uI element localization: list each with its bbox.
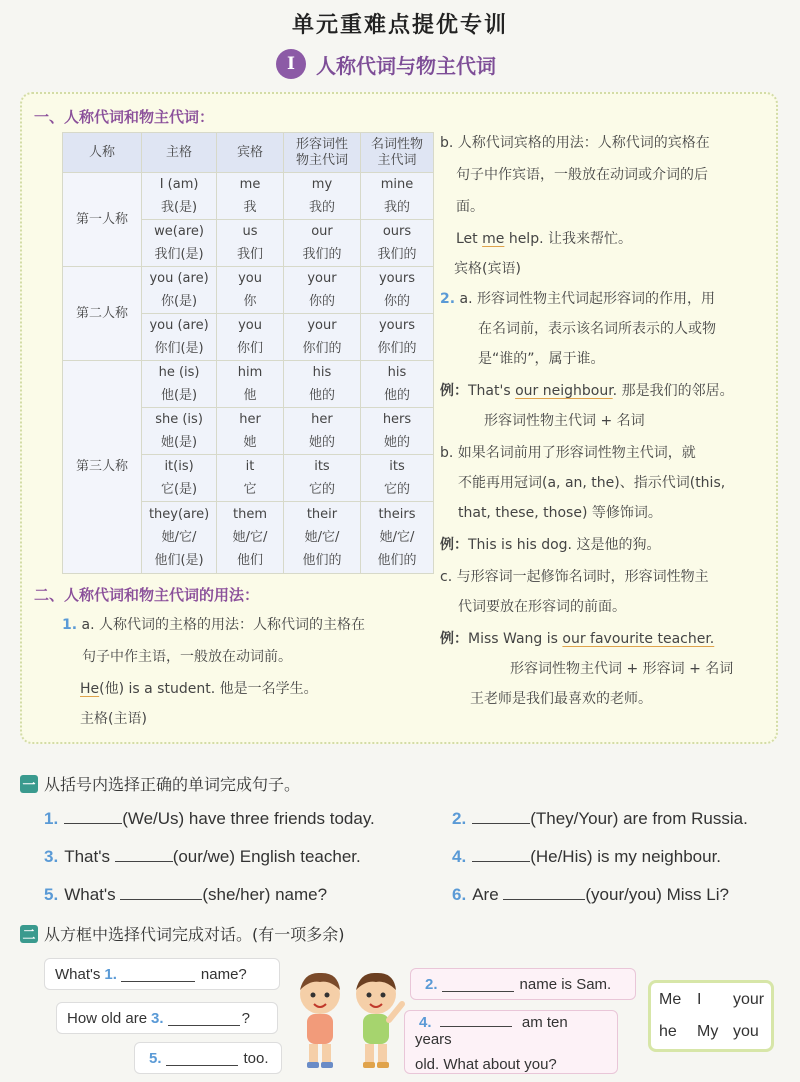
question-text: (He/His) is my neighbour. [530, 847, 722, 866]
bubble-text-line2: old. What about you? [415, 1056, 557, 1073]
table-cell: he (is) 他(是) [142, 361, 217, 408]
table-cell: you 你们 [217, 314, 284, 361]
exercise2-heading [20, 922, 345, 945]
section1-heading: 一、人称代词和物主代词： [34, 108, 215, 126]
bubble-text: What's [55, 965, 101, 983]
table-cell: yours 你的 [360, 267, 433, 314]
usage-1b-line3: 面。 [456, 199, 484, 215]
table-header-cell: 形容词性 物主代词 [283, 133, 360, 173]
usage-2a-line1 [440, 284, 715, 314]
question-text: (your/you) Miss Li? [585, 885, 729, 904]
exercise-question [44, 846, 361, 867]
table-row [63, 267, 434, 314]
table-row [63, 361, 434, 408]
dialog-bubble-3 [56, 1002, 278, 1034]
question-number: 2. [452, 809, 467, 828]
answer-blank[interactable] [166, 1050, 238, 1066]
table-cell: hers 她的 [360, 408, 433, 455]
blank-number: 4. [419, 1014, 432, 1031]
example-3-translation: 王老师是我们最喜欢的老师。 [470, 691, 652, 707]
table-cell: your 你们的 [283, 314, 360, 361]
usage-1a-line1 [62, 610, 365, 640]
table-cell: us 我们 [217, 220, 284, 267]
knowledge-box [20, 92, 778, 744]
exercise-icon: 一 [20, 775, 38, 793]
table-cell: them 她/它/ 他们 [217, 502, 284, 574]
table-cell: we(are) 我们(是) [142, 220, 217, 267]
question-number: 1. [44, 809, 59, 828]
blank-number: 3. [151, 1009, 164, 1027]
table-cell: her 她的 [283, 408, 360, 455]
table-cell: their 她/它/ 他们的 [283, 502, 360, 574]
question-number: 5. [44, 885, 59, 904]
example-label: 例： [440, 631, 468, 647]
example-3-note: 形容词性物主代词 + 形容词 + 名词 [510, 661, 734, 677]
pronoun-table [62, 132, 434, 574]
table-cell: his 他的 [360, 361, 433, 408]
table-cell: your 你的 [283, 267, 360, 314]
answer-blank[interactable] [503, 884, 585, 900]
example-word: me [482, 231, 505, 247]
question-text: (she/her) name? [202, 885, 328, 904]
word-option: your [733, 991, 765, 1008]
page-title: 单元重难点提优专训 [291, 13, 508, 38]
usage-1-example [80, 674, 318, 704]
usage-1a-line2: 句子中作主语，一般放在动词前。 [82, 649, 292, 665]
answer-blank[interactable] [472, 846, 530, 862]
dialog-bubble-1 [44, 958, 280, 990]
exercise-question [452, 808, 748, 829]
question-text: (We/Us) have three friends today. [122, 809, 375, 828]
example-rest: (他) is a student. 他是一名学生。 [99, 681, 318, 697]
example-1-note: 形容词性物主代词 + 名词 [484, 413, 645, 429]
question-text: (They/Your) are from Russia. [530, 809, 748, 828]
exercise-question [452, 884, 729, 905]
answer-blank[interactable] [64, 808, 122, 824]
table-header-cell: 名词性物 主代词 [360, 133, 433, 173]
table-cell: his 他的 [283, 361, 360, 408]
table-cell: its 它的 [283, 455, 360, 502]
answer-blank[interactable] [168, 1010, 240, 1026]
table-header-cell: 宾格 [217, 133, 284, 173]
usage-2a-line2: 在名词前，表示该名词所表示的人或物 [478, 321, 716, 337]
example-1 [440, 376, 734, 406]
question-number: 4. [452, 847, 467, 866]
item-number: 1. [62, 617, 78, 633]
question-text: Are [472, 885, 504, 904]
table-cell: mine 我的 [360, 173, 433, 220]
exercise-icon: 二 [20, 925, 38, 943]
table-cell: I (am) 我(是) [142, 173, 217, 220]
section2-heading: 二、人称代词和物主代词的用法： [34, 586, 260, 604]
table-cell: you (are) 你们(是) [142, 314, 217, 361]
blank-number: 5. [149, 1049, 162, 1067]
table-cell: my 我的 [283, 173, 360, 220]
bubble-text: name is Sam. [519, 975, 612, 993]
table-header-cell: 人称 [63, 133, 142, 173]
table-cell: yours 你们的 [360, 314, 433, 361]
usage-2c-line1: c. 与形容词一起修饰名词时，形容词性物主 [440, 569, 709, 585]
dialog-bubble-5 [134, 1042, 282, 1074]
word-option: I [697, 991, 702, 1008]
question-text: (our/we) English teacher. [172, 847, 361, 866]
bubble-text: name? [200, 965, 247, 983]
table-row [63, 173, 434, 220]
item-number: 2. [440, 291, 456, 307]
table-cell: theirs 她/它/ 他们的 [360, 502, 433, 574]
subtitle-text: 人称代词与物主代词 [316, 53, 496, 78]
question-number: 3. [44, 847, 59, 866]
dialog-bubble-4 [404, 1010, 618, 1074]
boy-left-icon [300, 973, 340, 1068]
example-label: 例： [440, 537, 468, 553]
exercise-question [44, 884, 327, 905]
table-cell: she (is) 她(是) [142, 408, 217, 455]
bubble-text: ? [241, 1009, 250, 1027]
question-number: 6. [452, 885, 467, 904]
dialog-bubble-2 [410, 968, 636, 1000]
word-option: Me [659, 991, 682, 1008]
person-label: 第三人称 [63, 361, 142, 574]
roman-numeral-badge: I [276, 49, 306, 79]
word-option: he [659, 1023, 677, 1040]
usage-2c-line2: 代词要放在形容词的前面。 [458, 599, 626, 615]
exercise-question [44, 808, 375, 829]
usage-2a-text: a. 形容词性物主代词起形容词的作用，用 [459, 291, 715, 307]
answer-blank[interactable] [440, 1011, 512, 1027]
table-cell: you (are) 你(是) [142, 267, 217, 314]
table-cell: her 她 [217, 408, 284, 455]
table-cell: it 它 [217, 455, 284, 502]
exercise1-title: 从括号内选择正确的单词完成句子。 [44, 775, 301, 794]
example-text: This is his dog. 这是他的狗。 [468, 537, 661, 553]
exercise1-heading [20, 772, 300, 795]
example-pre: That's [468, 383, 516, 399]
example-word: He [80, 681, 100, 697]
person-label: 第一人称 [63, 173, 142, 267]
table-cell: him 他 [217, 361, 284, 408]
word-option: you [733, 1023, 759, 1040]
blank-number: 2. [425, 975, 438, 993]
usage-1a-text: a. 人称代词的主格的用法：人称代词的主格在 [81, 617, 365, 633]
usage-1b-example [456, 224, 632, 254]
bubble-text: How old are [67, 1009, 148, 1027]
usage-2b-line2: 不能再用冠词(a, an, the)、指示代词(this, [458, 475, 726, 491]
example-2 [440, 530, 660, 560]
word-option: My [697, 1023, 719, 1040]
table-cell: me 我 [217, 173, 284, 220]
example-post: . 那是我们的邻居。 [612, 383, 734, 399]
section-subtitle [276, 48, 496, 80]
example-pre: Miss Wang is [468, 631, 563, 647]
bubble-text: am ten years [415, 1014, 568, 1048]
boy-right-icon [356, 973, 402, 1068]
usage-1-note: 主格(主语) [80, 711, 147, 727]
table-cell: ours 我们的 [360, 220, 433, 267]
answer-blank[interactable] [121, 966, 195, 982]
table-cell: its 它的 [360, 455, 433, 502]
usage-1b-line1: b. 人称代词宾格的用法：人称代词的宾格在 [440, 135, 710, 151]
usage-1b-line2: 句子中作宾语，一般放在动词或介词的后 [456, 167, 708, 183]
children-illustration [290, 968, 408, 1072]
blank-number: 1. [104, 965, 117, 983]
example-3 [440, 624, 714, 654]
example-underlined: our favourite teacher. [562, 631, 715, 647]
table-cell: you 你 [217, 267, 284, 314]
bubble-text: too. [243, 1049, 269, 1067]
example-post: help. 让我来帮忙。 [504, 231, 632, 247]
answer-blank[interactable] [115, 846, 173, 862]
exercise2-title: 从方框中选择代词完成对话。(有一项多余) [44, 925, 345, 944]
example-pre: Let [456, 231, 483, 247]
usage-1b-note: 宾格(宾语) [454, 261, 521, 277]
usage-2b-line1: b. 如果名词前用了形容词性物主代词，就 [440, 445, 696, 461]
example-underlined: our neighbour [515, 383, 613, 399]
answer-blank[interactable] [120, 884, 202, 900]
table-cell: they(are) 她/它/ 他们(是) [142, 502, 217, 574]
question-text: What's [64, 885, 121, 904]
table-cell: our 我们的 [283, 220, 360, 267]
question-text: That's [64, 847, 115, 866]
word-bank [648, 980, 774, 1052]
table-cell: it(is) 它(是) [142, 455, 217, 502]
usage-2b-line3: that, these, those) 等修饰词。 [458, 505, 662, 521]
answer-blank[interactable] [472, 808, 530, 824]
exercise-question [452, 846, 721, 867]
answer-blank[interactable] [442, 976, 514, 992]
example-label: 例： [440, 383, 468, 399]
table-header-cell: 主格 [142, 133, 217, 173]
usage-2a-line3: 是“谁的”，属于谁。 [478, 351, 605, 367]
person-label: 第二人称 [63, 267, 142, 361]
